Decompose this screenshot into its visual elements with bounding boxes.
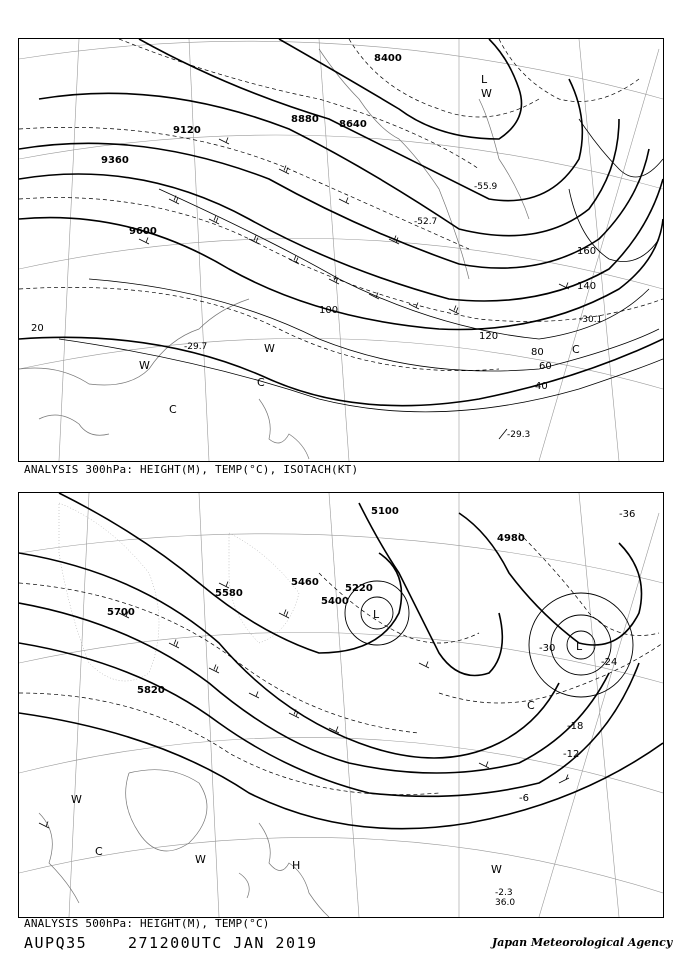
graticule — [19, 39, 663, 461]
isotach-label-120: 120 — [479, 331, 499, 342]
chart-300hpa-canvas — [19, 39, 663, 461]
isotach-label-40: 40 — [535, 381, 548, 392]
warm-center-marker: W — [491, 863, 502, 876]
height-label-5400: 5400 — [321, 596, 349, 607]
isotach-label-140: 140 — [577, 281, 597, 292]
warm-center-marker: W — [71, 793, 82, 806]
chart-500hpa-caption: ANALYSIS 500hPa: HEIGHT(M), TEMP(°C) — [24, 917, 270, 930]
agency-credit: Japan Meteorological Agency — [492, 936, 673, 949]
cold-center-marker: C — [257, 376, 265, 389]
height-label-5580: 5580 — [215, 588, 243, 599]
chart-300hpa — [18, 38, 664, 462]
isotach-label-60: 60 — [539, 361, 552, 372]
low-center-marker: L — [576, 640, 583, 653]
temp-label: -2.3 — [495, 888, 513, 898]
temp-label: -55.9 — [474, 182, 498, 192]
height-label-5100: 5100 — [371, 506, 399, 517]
low-center-marker: L — [373, 608, 380, 621]
cold-center-marker: C — [572, 343, 580, 356]
temp-label: -29.7 — [184, 342, 208, 352]
valid-time: 271200UTC JAN 2019 — [128, 934, 318, 952]
height-label-5220: 5220 — [345, 583, 373, 594]
chart-500hpa — [18, 492, 664, 918]
warm-center-marker: W — [195, 853, 206, 866]
temp-label: -24 — [601, 657, 618, 668]
height-label-8640: 8640 — [339, 119, 367, 130]
height-label-8880: 8880 — [291, 114, 319, 125]
low-center-marker: L — [481, 73, 488, 86]
isotach-label-80: 80 — [531, 347, 544, 358]
temp-label: -52.7 — [414, 217, 438, 227]
height-label-9120: 9120 — [173, 125, 201, 136]
temp-label: -30 — [539, 643, 556, 654]
cold-center-marker: C — [169, 403, 177, 416]
height-label-5700: 5700 — [107, 607, 135, 618]
warm-center-marker: W — [264, 342, 275, 355]
terrain-shading — [59, 503, 299, 681]
height-label-9600: 9600 — [129, 226, 157, 237]
warm-center-marker: W — [481, 87, 492, 100]
temp-label: -12 — [563, 749, 580, 760]
low-contours — [345, 581, 633, 697]
height-label-8400: 8400 — [374, 53, 402, 64]
temp-label: 36.0 — [495, 898, 516, 908]
height-label-9360: 9360 — [101, 155, 129, 166]
temp-label: -6 — [519, 793, 529, 804]
height-label-5460: 5460 — [291, 577, 319, 588]
height-label-5820: 5820 — [137, 685, 165, 696]
isotherms — [19, 39, 663, 371]
temp-label: -18 — [567, 721, 584, 732]
chart-id: AUPQ35 — [24, 934, 88, 952]
temp-label: -29.3 — [507, 430, 531, 440]
warm-center-marker: W — [139, 359, 150, 372]
temp-label: -36 — [619, 509, 636, 520]
isotach-label-100: 100 — [319, 305, 339, 316]
height-label-4980: 4980 — [497, 533, 525, 544]
graticule — [19, 493, 663, 917]
temp-label: -30.1 — [579, 315, 603, 325]
isotach-label-20: 20 — [31, 323, 44, 334]
cold-center-marker: C — [527, 699, 535, 712]
coastlines — [19, 49, 529, 459]
chart-500hpa-canvas — [19, 493, 663, 917]
isotach-label-160: 160 — [577, 246, 597, 257]
coastlines — [39, 770, 329, 917]
cold-center-marker: C — [95, 845, 103, 858]
chart-300hpa-caption: ANALYSIS 300hPa: HEIGHT(M), TEMP(°C), ISOTACH(KT) — [24, 463, 359, 476]
high-center-marker: H — [292, 859, 301, 872]
